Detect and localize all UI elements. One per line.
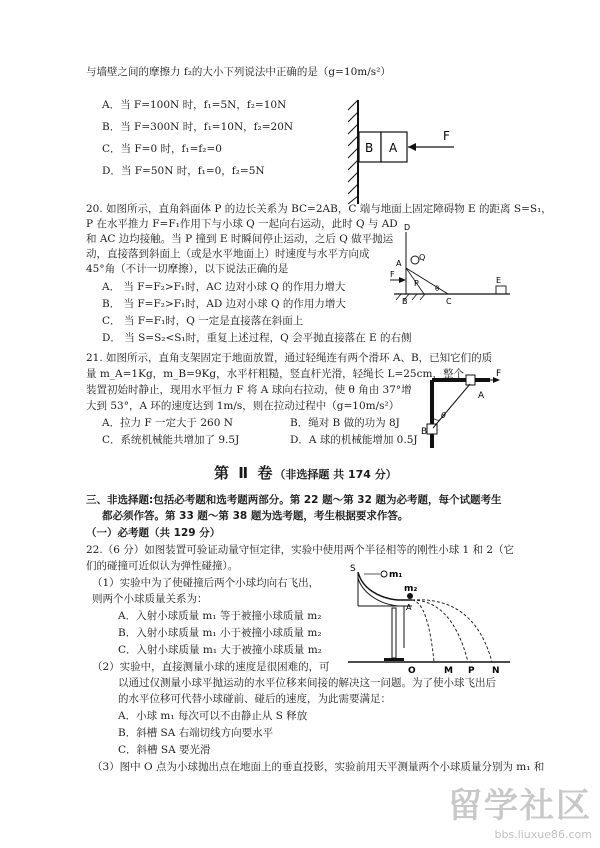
- label-b: B: [402, 297, 408, 306]
- watermark-url: bbs.liuxue86.com: [494, 827, 592, 841]
- label-m1: m₁: [389, 570, 403, 580]
- q19-option-c: C．当 F=0 时，f₁=f₂=0: [102, 143, 222, 155]
- label-theta: θ: [441, 411, 446, 420]
- label-q: Q: [419, 253, 426, 262]
- part3-line-1: 三、非选择题:包括必考题和选考题两部分。第 22 题～第 32 题为必考题，每个试题考生: [86, 494, 502, 506]
- q20-line-5: 45°角（不计一切摩擦），以下说法正确的是: [86, 263, 289, 275]
- q20-line-2: P 在水平推力 F=F₁作用下与小球 Q 一起向右运动，此时 Q 与 AD: [86, 218, 398, 230]
- q20-incline-figure: [388, 224, 516, 306]
- q20-line-3: 和 AC 边均接触。当 P 撞到 E 时瞬间停止运动，之后 Q 做平抛运: [86, 233, 394, 245]
- label-m: M: [444, 666, 453, 674]
- q20-line-1: 20. 如图所示，直角斜面体 P 的边长关系为 BC=2AB，C 端与地面上固定障碍物 E 的距离 S=S₁，: [86, 203, 552, 215]
- q21-line-1: 21. 如图所示，直角支架固定于地面放置，通过轻绳连有两个滑环 A、B，已知它们的质: [86, 352, 493, 364]
- q22-s1-option-c: C．入射小球质量 m₁ 大于被撞小球质量 m₂: [118, 644, 322, 656]
- q19-option-d: D．当 F=50N 时，f₁=0，f₂=5N: [102, 165, 265, 177]
- q19-stem: 与墙壁之间的摩擦力 f₂的大小下列说法中正确的是（g=10m/s²）: [86, 66, 391, 78]
- label-a: A: [478, 391, 485, 401]
- q22-s2-option-a: A．小球 m₁ 每次可以不由静止从 S 释放: [118, 710, 308, 722]
- q20-option-a: A． 当 F=F₂>F₁时，AC 边对小球 Q 的作用力增大: [102, 281, 346, 293]
- q22-line-2: 们的碰撞可近似认为弹性碰撞）。: [86, 560, 239, 572]
- q20-line-4: 动，直接落到斜面上（或是水平地面上）时速度与水平方向成: [86, 248, 370, 260]
- q21-line-2: 量 m_A=1Kg，m_B=9Kg，水平杆粗糙，竖直杆光滑，轻绳长 L=25cm，整个: [86, 368, 464, 380]
- q22-s3-line: （3）图中 O 点为小球抛出点在地面上的垂直投影，实验前用天平测量两个小球质量分别为 m₁ 和: [92, 761, 545, 773]
- q22-s2-line-1: （2）实验中，直接测量小球的速度是很困难的，可: [92, 661, 330, 673]
- q20-option-c: C． 当 F=F₁时，Q 一定是直接落在斜面上: [102, 315, 304, 327]
- q22-s1-line-1: （1）实验中为了使碰撞后两个小球均向右飞出，: [92, 577, 320, 589]
- watermark-logo-text: 留学社区: [448, 785, 592, 826]
- watermark: [448, 784, 592, 842]
- q21-line-4: 大到 53°，A 环的速度达到 1m/s，则在拉动过程中（g=10m/s²）: [86, 400, 400, 412]
- label-o: O: [408, 666, 416, 674]
- section-ii-heading: [214, 464, 397, 484]
- q21-line-3: 装置初始时静止，现用水平恒力 F 将 A 球向右拉动，使 θ 角由 37°增: [86, 384, 412, 396]
- q22-line-1: 22.（6 分）如图装置可验证动量守恒定律，实验中使用两个半径相等的刚性小球 1 和 2（它: [86, 544, 515, 556]
- label-b: B: [365, 141, 374, 155]
- q22-s2-line-3: 的水平位移可代替小球碰前、碰后的速度，为此需要满足：: [118, 693, 391, 705]
- q21-bracket-figure: [420, 368, 510, 450]
- label-a: A: [396, 259, 402, 268]
- q22-s2-line-2: 以通过仅测量小球平抛运动的水平位移来间接的解决这一问题。为了使小球飞出后: [118, 677, 496, 689]
- q19-wall-blocks-figure: [344, 96, 476, 208]
- part3-line-2: 都必须作答。第 33 题～第 38 题为选考题，考生根据要求作答。: [102, 510, 409, 522]
- q19-option-b: B．当 F=300N 时，f₁=10N，f₂=20N: [102, 121, 294, 133]
- label-a: A: [389, 141, 398, 155]
- q21-option-c: C．系统机械能共增加了 9.5J: [102, 434, 240, 446]
- q22-s1-line-2: 则两个小球质量关系为：: [92, 593, 208, 605]
- label-p: P: [414, 279, 419, 288]
- q21-option-b: B．绳对 B 做的功为 8J: [290, 417, 400, 429]
- label-n: N: [492, 666, 500, 674]
- q20-option-d: D． 当 S=S₂<S₁时，重复上述过程，Q 会平抛直接落在 E 的右侧: [102, 332, 412, 344]
- q21-option-d: D．A 球的机械能增加 0.5J: [290, 434, 418, 446]
- q19-option-a: A．当 F=100N 时，f₁=5N，f₂=10N: [102, 99, 287, 111]
- label-m2: m₂: [404, 584, 418, 594]
- q22-s1-option-b: B．入射小球质量 m₁ 小于被撞小球质量 m₂: [118, 627, 322, 639]
- label-d: D: [404, 224, 411, 232]
- q22-s1-option-a: A．入射小球质量 m₁ 等于被撞小球质量 m₂: [118, 610, 322, 622]
- label-f: F: [390, 270, 395, 279]
- q20-option-b: B． 当 F=F₂>F₁时，AD 边对小球 Q 的作用力增大: [102, 298, 346, 310]
- section-ii-subtitle: （非选择题 共 174 分）: [274, 468, 397, 481]
- label-theta: θ: [435, 285, 440, 293]
- q22-s2-option-b: B．斜槽 SA 右端切线方向要水平: [118, 727, 274, 739]
- label-s: S: [350, 564, 356, 574]
- label-e: E: [496, 276, 502, 285]
- q22-collision-figure: [344, 562, 514, 674]
- label-c: C: [446, 297, 452, 306]
- q21-option-a: A．拉力 F 一定大于 260 N: [102, 417, 233, 429]
- q22-s2-option-c: C．斜槽 SA 要光滑: [118, 744, 211, 756]
- label-b: B: [421, 427, 428, 437]
- required-questions-heading: （一）必考题（共 129 分）: [86, 527, 221, 539]
- section-ii-title: 第 Ⅱ 卷: [214, 464, 275, 482]
- label-a: A: [406, 603, 412, 612]
- label-p: P: [468, 666, 475, 674]
- label-f: F: [496, 369, 502, 379]
- label-f: F: [443, 129, 450, 143]
